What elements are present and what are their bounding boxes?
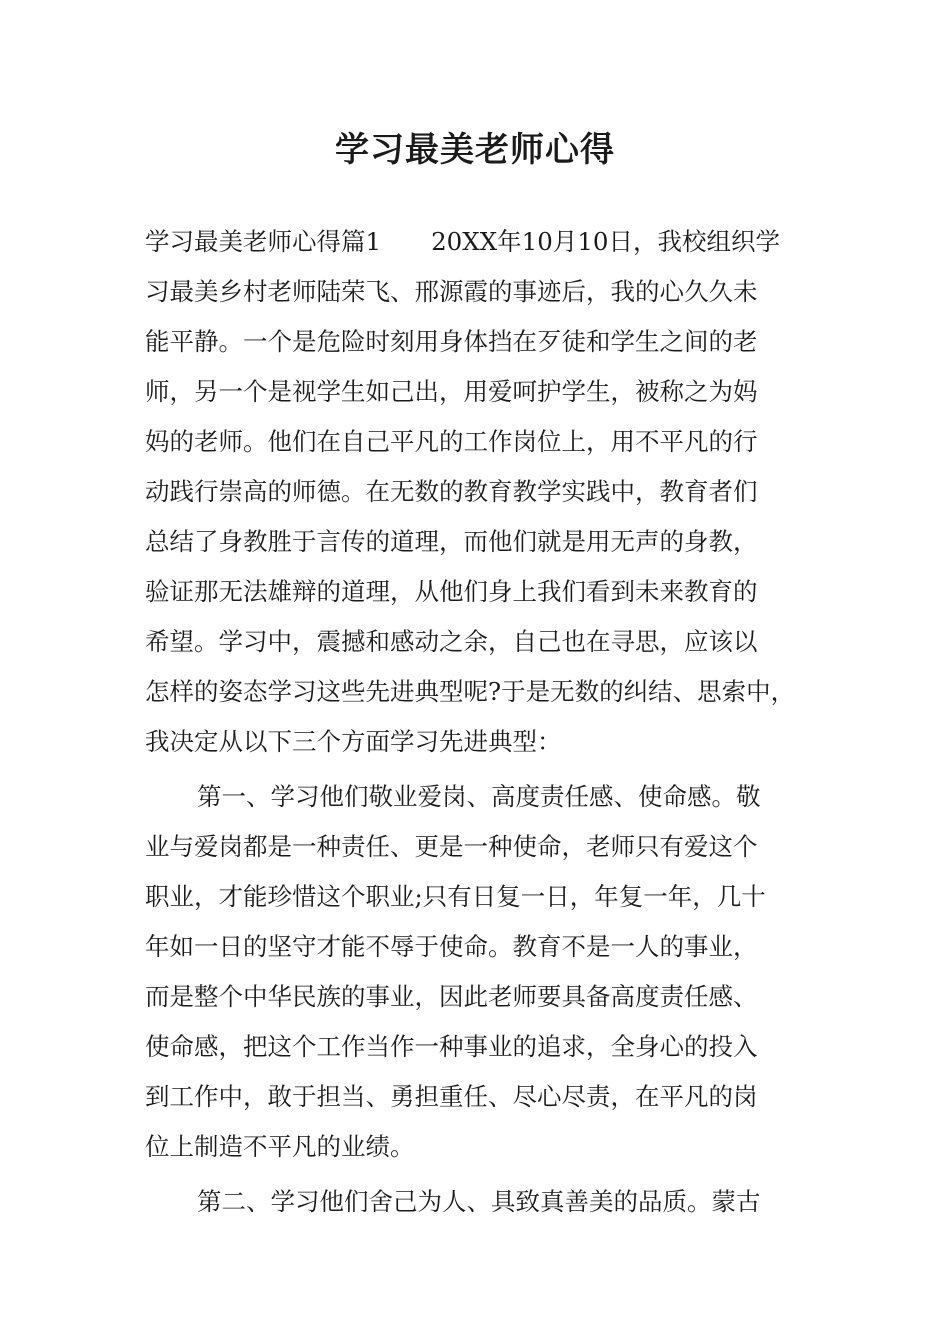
paragraph-line: 使命感，把这个工作当作一种事业的追求，全身心的投入 — [145, 1032, 758, 1061]
paragraph-line: 能平静。一个是危险时刻用身体挡在歹徒和学生之间的老 — [145, 327, 758, 356]
line-text: 20XX年10月10日，我校组织学 — [431, 227, 781, 256]
paragraph-line: 怎样的姿态学习这些先进典型呢?于是无数的纠结、思索中， — [145, 677, 796, 706]
paragraph-line: 年如一日的坚守才能不辱于使命。教育不是一人的事业， — [145, 932, 758, 961]
paragraph-line: 我决定从以下三个方面学习先进典型： — [145, 727, 562, 756]
section-label: 学习最美老师心得篇1 — [145, 227, 382, 256]
paragraph-line: 到工作中，敢于担当、勇担重任、尽心尽责，在平凡的岗 — [145, 1082, 758, 1111]
paragraph-line: 总结了身教胜于言传的道理，而他们就是用无声的身教， — [145, 527, 758, 556]
paragraph-line: 习最美乡村老师陆荣飞、邢源霞的事迹后，我的心久久未 — [145, 277, 758, 306]
paragraph-line: 妈的老师。他们在自己平凡的工作岗位上，用不平凡的行 — [145, 427, 758, 456]
document-title: 学习最美老师心得 — [335, 130, 615, 170]
paragraph-line: 第二、学习他们舍己为人、具致真善美的品质。蒙古 — [197, 1187, 761, 1216]
paragraph-line: 位上制造不平凡的业绩。 — [145, 1132, 415, 1161]
paragraph-line: 希望。学习中，震撼和感动之余，自己也在寻思，应该以 — [145, 627, 758, 656]
paragraph-line: 师，另一个是视学生如己出，用爱呵护学生，被称之为妈 — [145, 377, 758, 406]
paragraph-line: 而是整个中华民族的事业，因此老师要具备高度责任感、 — [145, 982, 758, 1011]
paragraph-line: 第一、学习他们敬业爱岗、高度责任感、使命感。敬 — [197, 782, 761, 811]
paragraph-line: 动践行崇高的师德。在无数的教育教学实践中，教育者们 — [145, 477, 758, 506]
paragraph-line: 职业，才能珍惜这个职业;只有日复一日，年复一年，几十 — [145, 882, 766, 911]
paragraph-line: 业与爱岗都是一种责任、更是一种使命，老师只有爱这个 — [145, 832, 758, 861]
paragraph-line — [145, 222, 780, 262]
paragraph-line: 验证那无法雄辩的道理，从他们身上我们看到未来教育的 — [145, 577, 758, 606]
